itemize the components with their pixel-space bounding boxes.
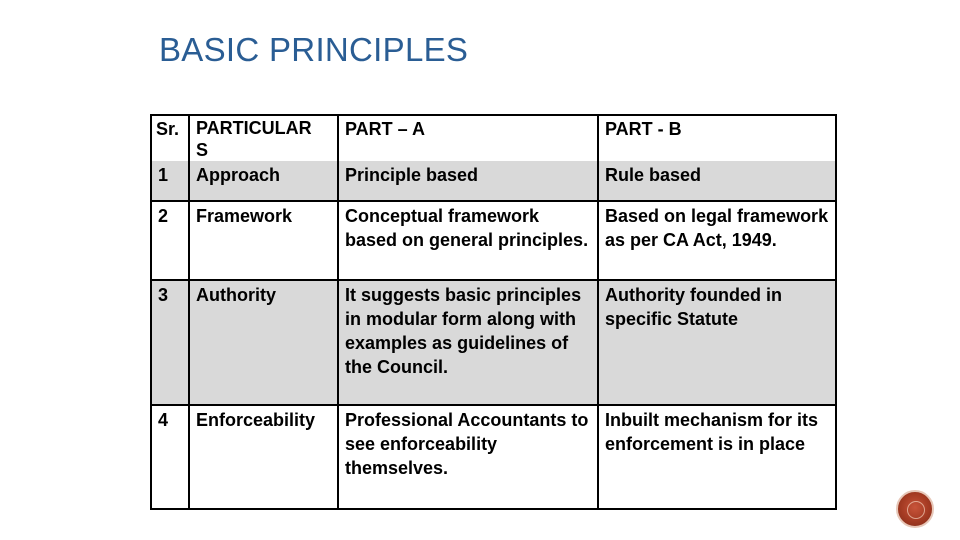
- row-particular: Approach: [189, 161, 338, 201]
- principles-table: [150, 114, 837, 510]
- row-part-a: It suggests basic principles in modular form along with examples as guidelines of the Council.: [338, 280, 598, 405]
- row-particular: Enforceability: [189, 405, 338, 509]
- row-part-b: Authority founded in specific Statute: [598, 280, 836, 405]
- table-row: [151, 201, 836, 280]
- seal-icon: [896, 490, 934, 528]
- row-part-a: Principle based: [338, 161, 598, 201]
- table-row: [151, 161, 836, 201]
- row-sr: 3: [151, 280, 189, 405]
- row-particular: Authority: [189, 280, 338, 405]
- row-part-a: Professional Accountants to see enforceability themselves.: [338, 405, 598, 509]
- header-part-a: PART – A: [338, 115, 598, 161]
- table-row: [151, 405, 836, 509]
- row-part-a: Conceptual framework based on general principles.: [338, 201, 598, 280]
- table-header-row: [151, 115, 836, 161]
- header-sr: Sr.: [151, 115, 189, 161]
- row-sr: 4: [151, 405, 189, 509]
- row-part-b: Inbuilt mechanism for its enforcement is in place: [598, 405, 836, 509]
- header-part-b: PART - B: [598, 115, 836, 161]
- row-sr: 1: [151, 161, 189, 201]
- header-particulars: PARTICULAR S: [189, 115, 338, 161]
- slide-title: BASIC PRINCIPLES: [159, 31, 469, 68]
- table-row: [151, 280, 836, 405]
- row-sr: 2: [151, 201, 189, 280]
- row-part-b: Rule based: [598, 161, 836, 201]
- row-particular: Framework: [189, 201, 338, 280]
- row-part-b: Based on legal framework as per CA Act, 1949.: [598, 201, 836, 280]
